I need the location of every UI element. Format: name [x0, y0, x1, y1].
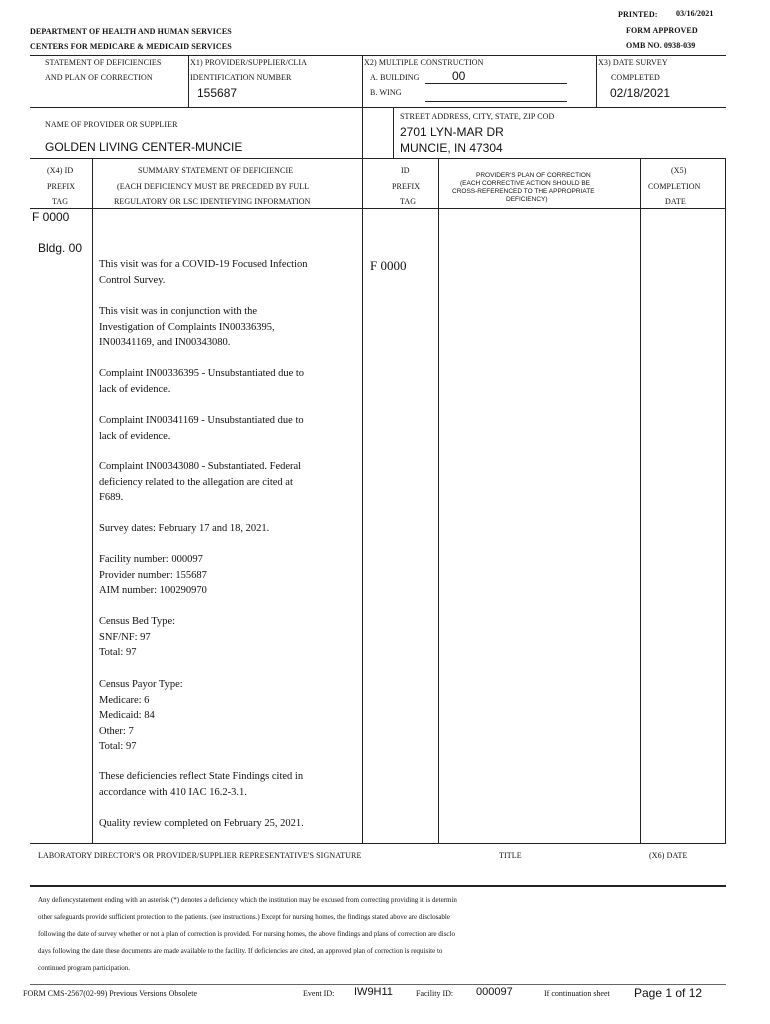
paragraph-census-bed — [99, 614, 175, 661]
text-line: F689. — [99, 492, 124, 503]
disclaimer-line: days following the date these documents are made available to the facility. If deficiencies are cited, an approved plan of correction is requisite to — [38, 947, 443, 955]
building-value: 00 — [452, 69, 466, 83]
text-line: Total: 97 — [99, 741, 137, 752]
divider-x1 — [188, 55, 189, 107]
x3-label-2: COMPLETED — [611, 73, 660, 82]
facility-id-value: 000097 — [476, 986, 513, 998]
text-line: Census Bed Type: — [99, 616, 176, 627]
signature-row-bottom — [30, 885, 726, 887]
id-label-2: PREFIX — [392, 182, 421, 191]
continuation-label: If continuation sheet — [544, 989, 610, 998]
x4-label-3: TAG — [52, 197, 69, 206]
prefix-tag-left: F 0000 — [32, 210, 70, 224]
col-divider-4 — [640, 158, 641, 843]
provider-name-label: NAME OF PROVIDER OR SUPPLIER — [45, 120, 178, 129]
paragraph-findings — [99, 769, 303, 800]
omb-number: OMB NO. 0938-039 — [626, 41, 696, 50]
text-line: accordance with 410 IAC 16.2-3.1. — [99, 786, 247, 798]
paragraph-complaint-1 — [99, 366, 304, 397]
text-line: Provider number: 155687 — [99, 569, 207, 581]
statement-label-2: AND PLAN OF CORRECTION — [45, 73, 153, 82]
plan-label-2: (EACH CORRECTIVE ACTION SHOULD BE — [460, 180, 591, 187]
text-line: AIM number: 100290970 — [99, 585, 207, 596]
address-line-1: 2701 LYN-MAR DR — [400, 125, 504, 139]
provider-row-bottom — [30, 158, 726, 159]
plan-label-4: DEFICIENCY) — [506, 196, 548, 203]
wing-underline — [425, 101, 567, 102]
provider-id-value: 155687 — [197, 86, 238, 100]
divider-address — [393, 107, 394, 158]
disclaimer-line: other safeguards provide sufficient protection to the patients. (see instructions.) Except for nursing homes, the findings stated above are disclosable — [38, 913, 450, 921]
facility-id-label: Facility ID: — [416, 989, 454, 998]
disclaimer-line: following the date of survey whether or not a plan of correction is provided. For nursing homes, the above findings and plans of correction are disclo — [38, 930, 455, 938]
centers-title: CENTERS FOR MEDICARE & MEDICAID SERVICES — [30, 42, 232, 51]
col-divider-5 — [725, 158, 726, 843]
text-line: Survey dates: February 17 and 18, 2021. — [99, 523, 270, 534]
paragraph-census-payor — [99, 677, 183, 755]
building-tag: Bldg. 00 — [38, 241, 83, 255]
text-line: deficiency related to the allegation are cited at — [99, 476, 293, 488]
id-label-3: TAG — [400, 197, 417, 206]
paragraph-complaint-3 — [99, 459, 301, 506]
top-box-bottom — [30, 107, 726, 108]
printed-label: PRINTED: — [618, 10, 658, 19]
text-line: This visit was in conjunction with the — [99, 306, 258, 317]
text-line: Investigation of Complaints IN00336395, — [99, 321, 275, 333]
text-line: Control Survey. — [99, 274, 166, 286]
text-line: Medicare: 6 — [99, 694, 150, 706]
text-line: Total: 97 — [99, 647, 137, 658]
text-line: Census Payor Type: — [99, 679, 183, 690]
prefix-tag-right: F 0000 — [370, 258, 407, 273]
text-line: Complaint IN00336395 - Unsubstantiated due to — [99, 368, 305, 379]
text-line: lack of evidence. — [99, 383, 171, 395]
paragraph-visit — [99, 257, 308, 288]
plan-label-1: PROVIDER'S PLAN OF CORRECTION — [476, 172, 591, 179]
disclaimer — [38, 892, 457, 977]
text-line: IN00341169, and IN00343080. — [99, 337, 231, 348]
printed-date: 03/16/2021 — [676, 9, 714, 18]
text-line: This visit was for a COVID-19 Focused Infection — [99, 259, 308, 270]
x1-label: X1) PROVIDER/SUPPLIER/CLIA — [190, 58, 308, 67]
title-label: TITLE — [499, 851, 522, 860]
text-line: lack of evidence. — [99, 430, 171, 442]
paragraph-complaint-2 — [99, 413, 304, 444]
summary-label-1: SUMMARY STATEMENT OF DEFICIENCIE — [138, 166, 294, 175]
footer-divider — [30, 984, 726, 985]
provider-name-value: GOLDEN LIVING CENTER-MUNCIE — [45, 140, 243, 154]
address-label: STREET ADDRESS, CITY, STATE, ZIP COD — [400, 112, 555, 121]
text-line: Other: 7 — [99, 725, 134, 737]
form-number: FORM CMS-2567(02-99) Previous Versions Obsolete — [23, 989, 198, 998]
event-id-label: Event ID: — [303, 989, 335, 998]
event-id-value: IW9H11 — [354, 986, 393, 998]
x5-label-2: COMPLETION — [648, 182, 701, 191]
paragraph-survey-dates — [99, 521, 269, 537]
column-header-bottom — [30, 208, 726, 209]
col-divider-1 — [92, 158, 93, 843]
x3-label: X3) DATE SURVEY — [598, 58, 668, 67]
text-line: Medicaid: 84 — [99, 710, 155, 721]
page-number: Page 1 of 12 — [634, 986, 703, 1000]
x2-label: X2) MULTIPLE CONSTRUCTION — [364, 58, 484, 67]
text-line: Complaint IN00341169 - Unsubstantiated due to — [99, 415, 304, 426]
summary-label-3: REGULATORY OR LSC IDENTIFYING INFORMATION — [114, 197, 311, 206]
address-line-2: MUNCIE, IN 47304 — [400, 141, 503, 155]
disclaimer-line: continued program participation. — [38, 964, 130, 972]
text-line: Facility number: 000097 — [99, 554, 203, 565]
id-label-1: ID — [401, 166, 410, 175]
statement-label-1: STATEMENT OF DEFICIENCIES — [45, 58, 162, 67]
x1-label-2: IDENTIFICATION NUMBER — [190, 73, 292, 82]
x5-label-1: (X5) — [671, 166, 687, 175]
text-line: Complaint IN00343080 - Substantiated. Federal — [99, 461, 302, 472]
x4-label-2: PREFIX — [47, 182, 76, 191]
director-signature-label: LABORATORY DIRECTOR'S OR PROVIDER/SUPPLIER REPRESENTATIVE'S SIGNATURE — [38, 851, 362, 860]
form-approved: FORM APPROVED — [626, 26, 698, 35]
divider-x3 — [596, 55, 597, 107]
building-label: A. BUILDING — [370, 73, 420, 82]
text-line: SNF/NF: 97 — [99, 631, 151, 643]
top-border — [30, 55, 726, 56]
paragraph-conjunction — [99, 304, 275, 351]
col-divider-3 — [438, 158, 439, 843]
text-line: Quality review completed on February 25, 2021. — [99, 818, 304, 829]
wing-label: B. WING — [370, 88, 402, 97]
col-divider-2 — [362, 158, 363, 843]
plan-label-3: CROSS-REFERENCED TO THE APPROPRIATE — [452, 188, 595, 195]
table-bottom — [30, 843, 726, 844]
summary-label-2: (EACH DEFICIENCY MUST BE PRECEDED BY FULL — [117, 182, 310, 191]
building-underline — [425, 83, 567, 84]
text-line: These deficiencies reflect State Findings cited in — [99, 771, 304, 782]
x5-label-3: DATE — [665, 197, 686, 206]
paragraph-numbers — [99, 552, 207, 599]
survey-completed-date: 02/18/2021 — [610, 86, 671, 100]
x6-date-label: (X6) DATE — [649, 851, 688, 860]
paragraph-quality-review — [99, 816, 304, 832]
department-title: DEPARTMENT OF HEALTH AND HUMAN SERVICES — [30, 27, 232, 36]
disclaimer-line: Any defiencystatement ending with an asterisk (*) denotes a deficiency which the institution may be excused from correcting providing it is determin — [38, 896, 457, 904]
x4-label-1: (X4) ID — [47, 166, 74, 175]
